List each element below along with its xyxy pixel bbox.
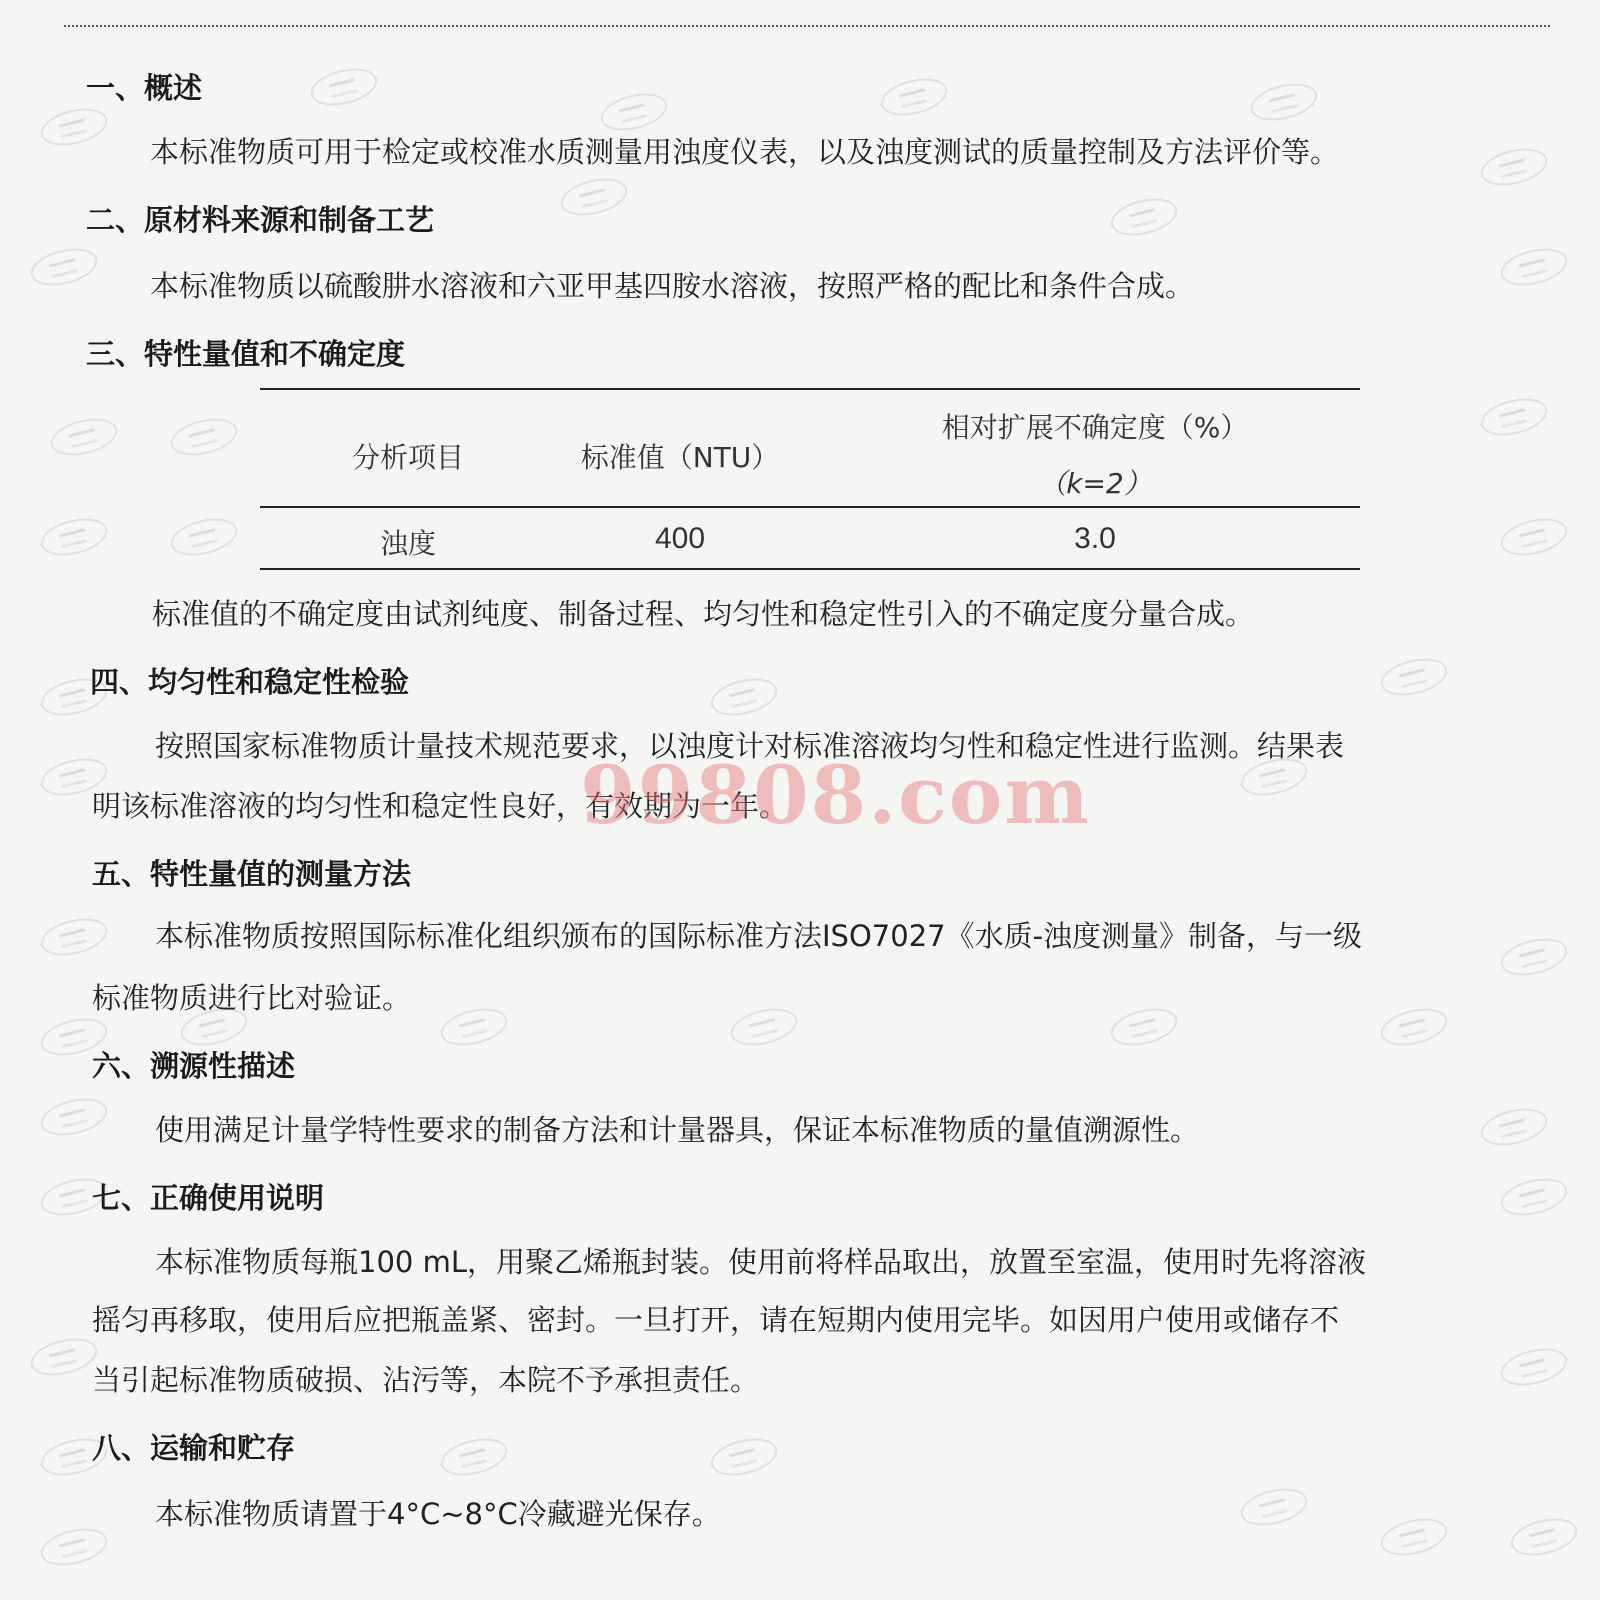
section-heading-method: 五、特性量值的测量方法 bbox=[92, 857, 412, 891]
simt-stamp-icon bbox=[37, 1522, 111, 1571]
section-text-traceability: 使用满足计量学特性要求的制备方法和计量器具，保证本标准物质的量值溯源性。 bbox=[155, 1113, 1200, 1147]
table-header-standard-value: 标准值（NTU） bbox=[580, 441, 780, 474]
property-value-table bbox=[260, 388, 1360, 572]
simt-stamp-icon bbox=[1377, 1512, 1451, 1561]
section-text-materials: 本标准物质以硫酸肼水溶液和六亚甲基四胺水溶液，按照严格的配比和条件合成。 bbox=[150, 269, 1195, 303]
simt-stamp-icon bbox=[1107, 192, 1181, 241]
simt-stamp-icon bbox=[27, 242, 101, 291]
simt-stamp-icon bbox=[1477, 392, 1551, 441]
table-cell-uncertainty: 3.0 bbox=[1074, 522, 1116, 555]
section-heading-materials: 二、原材料来源和制备工艺 bbox=[86, 203, 435, 237]
section-heading-values: 三、特性量值和不确定度 bbox=[86, 337, 406, 371]
table-header-coverage-factor: （k=2） bbox=[1038, 467, 1152, 500]
simt-stamp-icon bbox=[37, 912, 111, 961]
table-cell-standard-value: 400 bbox=[654, 522, 706, 555]
simt-stamp-icon bbox=[557, 172, 631, 221]
simt-stamp-icon bbox=[707, 672, 781, 721]
section-text-storage: 本标准物质请置于4°C~8°C冷藏避光保存。 bbox=[155, 1497, 721, 1531]
simt-stamp-icon bbox=[1377, 1002, 1451, 1051]
table-top-rule bbox=[260, 388, 1360, 390]
simt-stamp-icon bbox=[1477, 142, 1551, 191]
simt-stamp-icon bbox=[707, 1432, 781, 1481]
table-header-uncertainty: 相对扩展不确定度（%） bbox=[941, 411, 1249, 444]
simt-stamp-icon bbox=[1107, 1002, 1181, 1051]
simt-stamp-icon bbox=[1497, 932, 1571, 981]
simt-stamp-icon bbox=[1507, 1512, 1581, 1561]
section-text-usage-line2: 摇匀再移取，使用后应把瓶盖紧、密封。一旦打开，请在短期内使用完毕。如因用户使用或储存不 bbox=[92, 1303, 1340, 1337]
simt-stamp-icon bbox=[1497, 1172, 1571, 1221]
simt-stamp-icon bbox=[1377, 652, 1451, 701]
section-text-method-line1: 本标准物质按照国际标准化组织颁布的国际标准方法ISO7027《水质-浊度测量》制备，与一级 bbox=[155, 919, 1363, 953]
section-text-homogeneity-line1: 按照国家标准物质计量技术规范要求，以浊度计对标准溶液均匀性和稳定性进行监测。结果表 bbox=[155, 729, 1345, 763]
section-text-overview: 本标准物质可用于检定或校准水质测量用浊度仪表，以及浊度测试的质量控制及方法评价等。 bbox=[150, 135, 1340, 169]
simt-stamp-icon bbox=[877, 72, 951, 121]
simt-stamp-icon bbox=[1497, 1342, 1571, 1391]
section-text-usage-line3: 当引起标准物质破损、沾污等，本院不予承担责任。 bbox=[92, 1363, 760, 1397]
simt-stamp-icon bbox=[37, 1092, 111, 1141]
simt-stamp-icon bbox=[1477, 1102, 1551, 1151]
section-heading-overview: 一、概述 bbox=[86, 71, 203, 105]
table-cell-item: 浊度 bbox=[379, 527, 436, 560]
section-text-usage-line1: 本标准物质每瓶100 mL，用聚乙烯瓶封装。使用前将样品取出，放置至室温，使用时先将溶液 bbox=[155, 1245, 1366, 1279]
simt-stamp-icon bbox=[437, 1432, 511, 1481]
section-heading-storage: 八、运输和贮存 bbox=[92, 1431, 296, 1465]
simt-stamp-icon bbox=[47, 412, 121, 461]
simt-stamp-icon bbox=[167, 412, 241, 461]
simt-stamp-icon bbox=[437, 1002, 511, 1051]
table-header-item: 分析项目 bbox=[351, 441, 464, 474]
table-bottom-rule bbox=[260, 568, 1360, 570]
table-mid-rule bbox=[260, 506, 1360, 508]
simt-stamp-icon bbox=[37, 102, 111, 151]
top-dotted-rule bbox=[64, 25, 1550, 27]
section-text-values: 标准值的不确定度由试剂纯度、制备过程、均匀性和稳定性引入的不确定度分量合成。 bbox=[152, 597, 1255, 631]
simt-stamp-icon bbox=[1497, 242, 1571, 291]
section-heading-usage: 七、正确使用说明 bbox=[92, 1181, 325, 1215]
simt-stamp-icon bbox=[1237, 1482, 1311, 1531]
simt-stamp-icon bbox=[727, 1002, 801, 1051]
simt-stamp-icon bbox=[27, 1332, 101, 1381]
section-heading-homogeneity: 四、均匀性和稳定性检验 bbox=[90, 665, 410, 699]
simt-stamp-icon bbox=[37, 512, 111, 561]
simt-stamp-icon bbox=[167, 512, 241, 561]
section-heading-traceability: 六、溯源性描述 bbox=[92, 1049, 296, 1083]
simt-stamp-icon bbox=[307, 62, 381, 111]
simt-stamp-icon bbox=[1247, 77, 1321, 126]
simt-stamp-icon bbox=[1497, 512, 1571, 561]
site-watermark: 99808.com bbox=[580, 748, 1091, 842]
section-text-method-line2: 标准物质进行比对验证。 bbox=[92, 981, 412, 1015]
section-text-homogeneity-line2: 明该标准溶液的均匀性和稳定性良好，有效期为一年。 bbox=[92, 789, 789, 823]
